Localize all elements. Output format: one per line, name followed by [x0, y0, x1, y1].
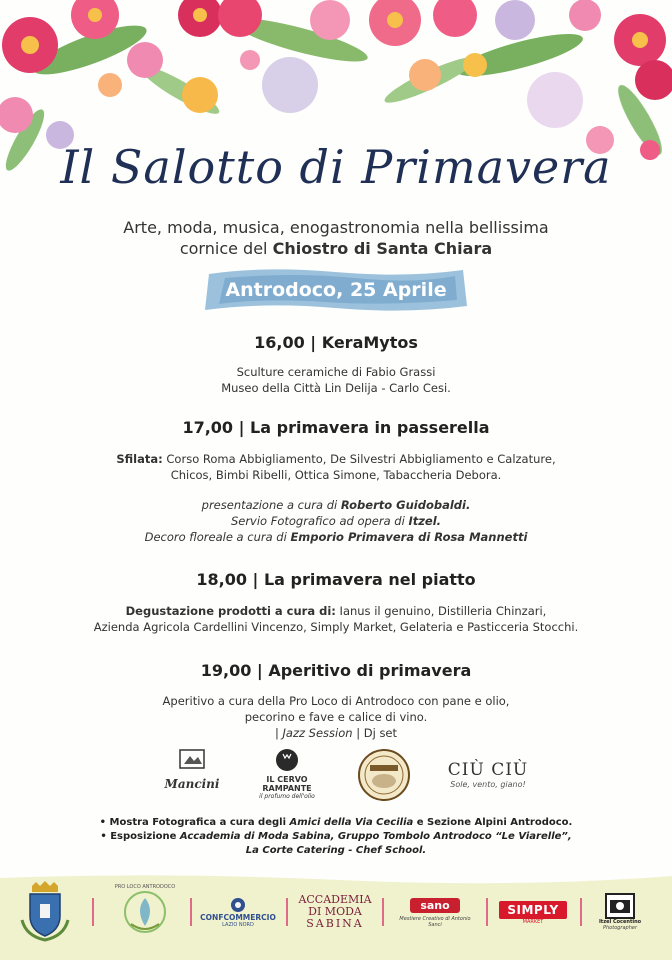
event-4-line-1: Aperitivo a cura della Pro Loco di Antrodoco con pane e olio, — [162, 694, 510, 708]
sponsor-mancini: Mancini — [162, 748, 222, 791]
municipal-coat-of-arms-icon — [18, 880, 72, 942]
event-2-heading: 17,00 | La primavera in passerella — [182, 418, 490, 437]
logo-confcommercio: CONFCOMMERCIO LAZIO NORD — [198, 892, 278, 932]
logo-simply: SIMPLY MARKET — [496, 898, 570, 928]
footer-separator — [286, 898, 288, 926]
sponsor-ciu-ciu: CIÙ CIÙ Sole, vento, giano! — [447, 760, 529, 789]
event-4-heading: 19,00 | Aperitivo di primavera — [200, 661, 472, 680]
proloco-leaf-icon — [123, 890, 167, 934]
footer-separator — [382, 898, 384, 926]
event-title: Il Salotto di Primavera — [60, 140, 612, 194]
note-catering: La Corte Catering - Chef School. — [245, 845, 427, 856]
venue-name: Chiostro di Santa Chiara — [272, 239, 493, 258]
event-1-details — [40, 364, 632, 396]
note-photo-exhibition: • Mostra Fotografica a cura degli Amici della Via Cecilia e Sezione Alpini Antrodoco. — [99, 817, 573, 828]
event-3-line-1: Degustazione prodotti a cura di: Ianus il genuino, Distilleria Chinzari, — [125, 604, 547, 618]
footer-separator — [92, 898, 94, 926]
event-2-credits — [40, 497, 632, 545]
event-1-line-1: Sculture ceramiche di Fabio Grassi — [236, 365, 436, 379]
event-2-details — [40, 451, 632, 483]
event-subtitle — [60, 217, 612, 259]
sponsor-cervo-rampante: IL CERVO RAMPANTE il profumo dell'olio — [256, 748, 318, 800]
credit-presentation: presentazione a cura di Roberto Guidobaldi. — [201, 498, 471, 512]
subtitle-line-1: Arte, moda, musica, enogastronomia nella bellissima — [123, 218, 549, 237]
note-exhibition: • Esposizione Accademia di Moda Sabina, Gruppo Tombolo Antrodoco “Le Viarelle”, — [100, 831, 572, 842]
logo-sano: sano Mestiere Creativo di Antonio Sanci — [399, 899, 471, 928]
event-4-details — [40, 693, 632, 741]
event-3-line-2: Azienda Agricola Cardellini Vincenzo, Simply Market, Gelateria e Pasticceria Stocchi. — [93, 620, 579, 634]
credit-floral: Decoro floreale a cura di Emporio Primavera di Rosa Mannetti — [144, 530, 528, 544]
deer-logo-icon — [274, 748, 300, 772]
additional-notes — [60, 816, 612, 858]
footer-separator — [486, 898, 488, 926]
event-2-line-2: Chicos, Bimbi Ribelli, Ottica Simone, Tabaccheria Debora. — [170, 468, 502, 482]
footer-separator — [580, 898, 582, 926]
event-1-heading: 16,00 | KeraMytos — [254, 333, 418, 352]
subtitle-line-2: cornice del Chiostro di Santa Chiara — [179, 239, 493, 258]
logo-photographer: Itzel Cocentino Photographer — [590, 888, 650, 936]
event-3-heading: 18,00 | La primavera nel piatto — [196, 570, 476, 589]
cheese-producer-badge-icon — [358, 749, 410, 801]
logo-accademia-moda-sabina: ACCADEMIA DI MODA SABINA — [298, 893, 372, 930]
event-3-details — [40, 603, 632, 635]
event-4-line-3: | Jazz Session | Dj set — [274, 726, 398, 740]
footer-separator — [190, 898, 192, 926]
mancini-logo-icon — [172, 748, 212, 774]
event-4-line-2: pecorino e fave e calice di vino. — [244, 710, 428, 724]
date-banner: Antrodoco, 25 Aprile — [225, 279, 447, 301]
confcommercio-emblem-icon — [229, 897, 247, 913]
logo-proloco: PRO LOCO ANTRODOCO — [110, 876, 180, 942]
event-1-line-2: Museo della Città Lin Delija - Carlo Cesi. — [221, 381, 451, 395]
event-2-line-1: Sfilata: Corso Roma Abbigliamento, De Silvestri Abbigliamento e Calzature, — [116, 452, 556, 466]
credit-photo: Servio Fotografico ad opera di Itzel. — [230, 514, 442, 528]
camera-icon — [605, 893, 635, 919]
